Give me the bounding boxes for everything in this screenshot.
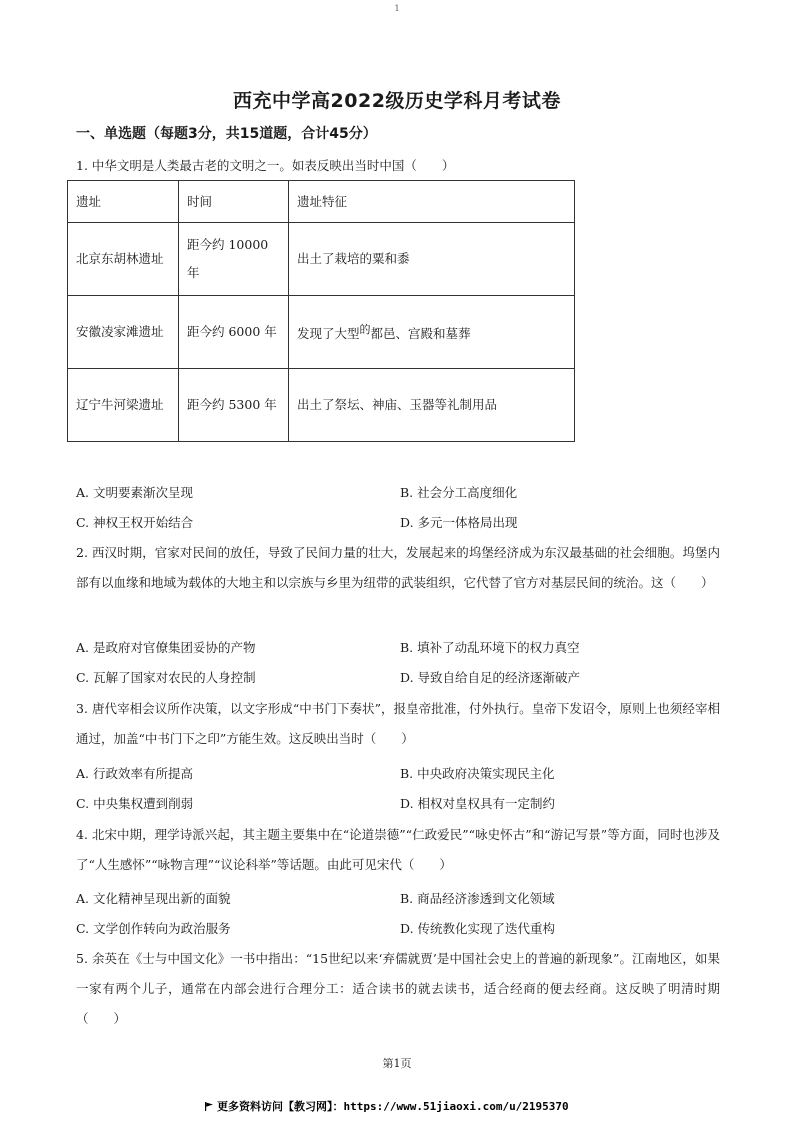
question-4-stem: 4. 北宋中期，理学诗派兴起，其主题主要集中在“论道崇德”“仁政爱民”“咏史怀古”和“游记写景”等方面，同时也涉及了“人生感怀”“咏物言理”“议论科举”等话题。由此可见宋代（ ） (76, 827, 720, 872)
option-d: D. 导致自给自足的经济逐渐破产 (400, 670, 581, 685)
table-row (68, 296, 575, 369)
option-c: C. 中央集权遭到削弱 (76, 796, 194, 811)
table-header-cell: 遗址特征 (289, 181, 575, 223)
promo-link[interactable] (205, 1098, 569, 1114)
top-mark: 1 (394, 4, 400, 13)
ruins-table (67, 180, 575, 442)
time-cell: 距今约 6000 年 (179, 296, 289, 369)
site-cell: 安徽凌家滩遗址 (68, 296, 179, 369)
option-c: C. 瓦解了国家对农民的人身控制 (76, 670, 256, 685)
option-a: A. 文明要素渐次呈现 (76, 485, 193, 500)
option-d: D. 多元一体格局出现 (400, 515, 518, 530)
feature-superscript: 的 (359, 322, 371, 336)
table-row (68, 223, 575, 296)
time-cell: 距今约 10000 年 (179, 223, 289, 296)
option-c: C. 神权王权开始结合 (76, 515, 194, 530)
question-2-stem: 2. 西汉时期，官家对民间的放任，导致了民间力量的壮大，发展起来的坞堡经济成为东汉最基础的社会细胞。坞堡内部有以血缘和地域为载体的大地主和以宗族与乡里为纽带的武装组织，它代替了官方对基层民间的统治。这（ ） (76, 545, 720, 590)
time-cell: 距今约 5300 年 (179, 369, 289, 442)
option-b: B. 商品经济渗透到文化领域 (400, 891, 555, 906)
option-b: B. 社会分工高度细化 (400, 485, 518, 500)
promo-text[interactable]: 更多资料访问【教习网】：https://www.51jiaoxi.com/u/2195370 (217, 1100, 569, 1113)
feature-cell: 出土了祭坛、神庙、玉器等礼制用品 (289, 369, 575, 442)
feature-cell: 出土了栽培的粟和黍 (289, 223, 575, 296)
page-number: 第1页 (382, 1057, 412, 1070)
option-d: D. 传统教化实现了迭代重构 (400, 921, 556, 936)
table-header-row (68, 181, 575, 223)
question-3-stem: 3. 唐代宰相会议所作决策，以文字形成“中书门下奏状”，报皇帝批准，付外执行。皇帝下发诏令，原则上也须经宰相通过，加盖“中书门下之印”方能生效。这反映出当时（ ） (76, 701, 720, 746)
feature-text: 发现了大型 (297, 326, 360, 342)
site-cell: 北京东胡林遗址 (68, 223, 179, 296)
flag-icon (205, 1102, 213, 1111)
option-d: D. 相权对皇权具有一定制约 (400, 796, 556, 811)
page-title: 西充中学高2022级历史学科月考试卷 (233, 90, 561, 112)
feature-cell (289, 296, 575, 369)
option-b: B. 填补了动乱环境下的权力真空 (400, 640, 580, 655)
question-5-stem: 5. 余英在《士与中国文化》一书中指出：“15世纪以来‘弃儒就贾’是中国社会史上的普遍的新现象”。江南地区，如果一家有两个儿子，通常在内部会进行合理分工：适合读书的就去读书，适合经商的便去经商。这反映了明清时期（ ） (76, 951, 720, 1026)
table-header-cell: 遗址 (68, 181, 179, 223)
option-a: A. 行政效率有所提高 (76, 766, 193, 781)
question-1-stem: 1. 中华文明是人类最古老的文明之一。如表反映出当时中国（ ） (76, 158, 455, 173)
site-cell: 辽宁牛河梁遗址 (68, 369, 179, 442)
option-b: B. 中央政府决策实现民主化 (400, 766, 555, 781)
option-a: A. 文化精神呈现出新的面貌 (76, 891, 231, 906)
option-c: C. 文学创作转向为政治服务 (76, 921, 231, 936)
table-row (68, 369, 575, 442)
option-a: A. 是政府对官僚集团妥协的产物 (76, 640, 256, 655)
section-heading: 一、单选题（每题3分，共15道题，合计45分） (76, 126, 377, 142)
table-header-cell: 时间 (179, 181, 289, 223)
feature-text: 都邑、宫殿和墓葬 (370, 326, 471, 342)
